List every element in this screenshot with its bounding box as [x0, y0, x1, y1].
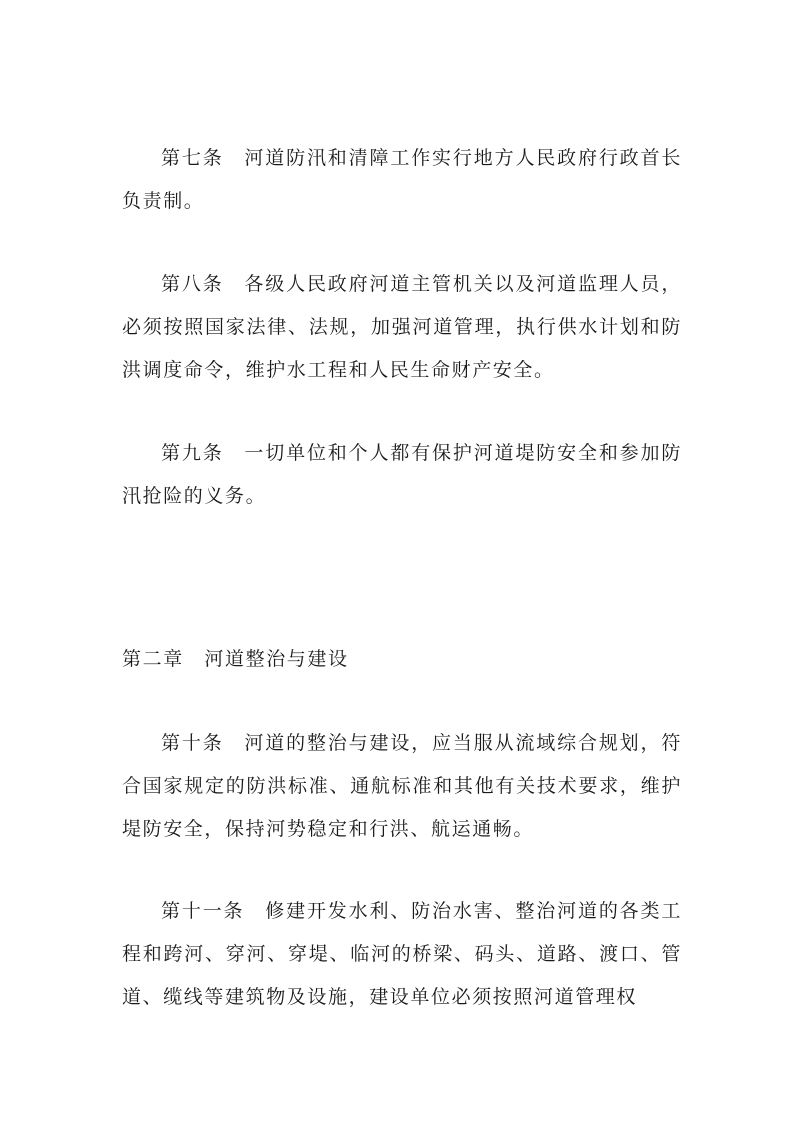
article-8-paragraph: 第八条 各级人民政府河道主管机关以及河道监理人员，必须按照国家法律、法规，加强河道管理，执行供水计划和防洪调度命令，维护水工程和人民生命财产安全。	[122, 273, 682, 381]
article-9-paragraph: 第九条 一切单位和个人都有保护河道堤防安全和参加防汛抢险的义务。	[122, 442, 682, 507]
article-11-paragraph: 第十一条 修建开发水利、防治水害、整治河道的各类工程和跨河、穿河、穿堤、临河的桥梁、码头、道路、渡口、管道、缆线等建筑物及设施，建设单位必须按照河道管理权	[122, 900, 682, 1008]
article-10-paragraph: 第十条 河道的整治与建设，应当服从流域综合规划，符合国家规定的防洪标准、通航标准和其他有关技术要求，维护堤防安全，保持河势稳定和行洪、航运通畅。	[122, 732, 682, 840]
chapter-heading: 第二章 河道整治与建设	[122, 648, 349, 670]
article-7-paragraph: 第七条 河道防汛和清障工作实行地方人民政府行政首长负责制。	[122, 147, 682, 212]
